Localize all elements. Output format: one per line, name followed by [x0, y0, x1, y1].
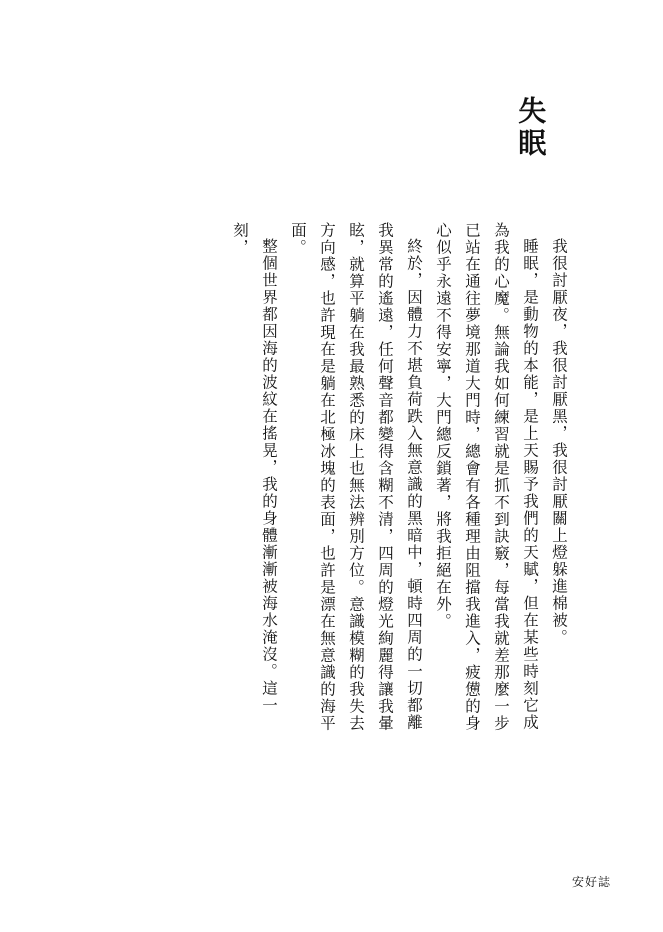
author-signature: 安好誌 [571, 875, 611, 889]
paragraph-2: 睡眠，是動物的本能，是上天賜予我們的天賦，但在某些時刻它成為我的心魔。無論我如何練習就是抓不到訣竅，每當我就差那麼一步已站在通往夢境那道大門時，總會有各種理由阻擋我進入，疲憊的身心似乎永遠不得安寧，大門總反鎖著，將我拒絕在外。 [434, 222, 539, 732]
paragraph-4: 整個世界都因海的波紋在搖晃，我的身體漸漸被海水淹沒。這一刻， [231, 222, 278, 714]
page-title: 失眠 [514, 96, 548, 160]
article-body [225, 222, 573, 742]
paragraph-3: 終於，因體力不堪負荷跌入無意識的黑暗中，頓時四周的一切都離我異常的遙遠，任何聲音都變得含糊不清，四周的燈光絢麗得讓我暈眩，就算平躺在我最熟悉的床上也無法辨別方位。意識模糊的我失去方向感，也許現在是躺在北極冰塊的表面，也許是漂在無意識的海平面。 [289, 222, 423, 732]
paragraph-1: 我很討厭夜，我很討厭黑，我很討厭關上燈躲進棉被。 [550, 237, 568, 646]
